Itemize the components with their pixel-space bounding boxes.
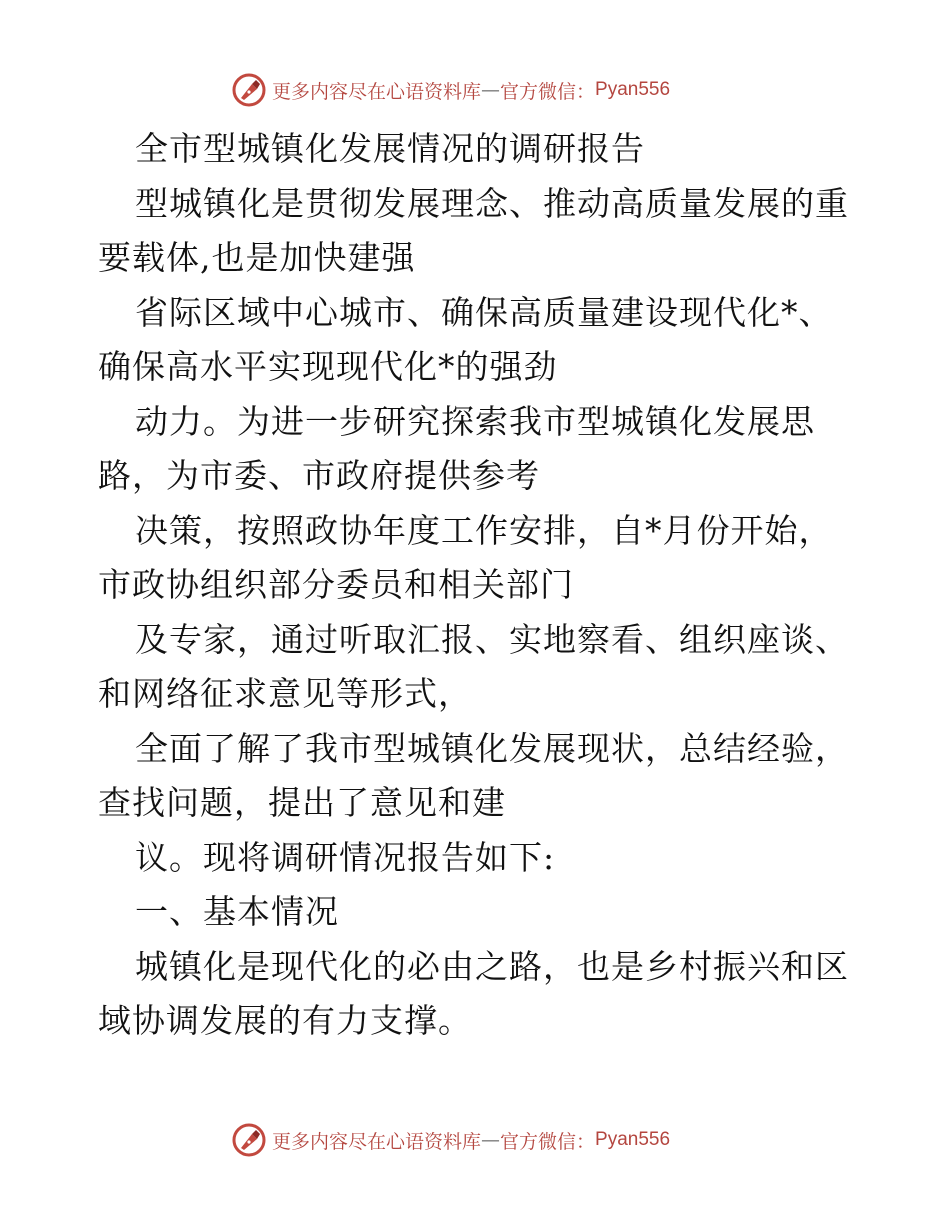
paragraph-line: 确保高水平实现现代化*的强劲 xyxy=(98,347,558,386)
paragraph-line: 路，为市委、市政府提供参考 xyxy=(98,456,540,495)
pen-nib-logo-icon xyxy=(232,1123,266,1157)
paragraph-line: 及专家，通过听取汇报、实地察看、组织座谈、 xyxy=(135,619,849,659)
watermark-contact-id: Pyan556 xyxy=(595,1129,671,1150)
paragraph-line: 域协调发展的有力支撑。 xyxy=(98,1001,472,1040)
paragraph-line: 市政协组织部分委员和相关部门 xyxy=(98,565,574,604)
paragraph-line: 和网络征求意见等形式， xyxy=(98,674,472,713)
paragraph-line: 要载体,也是加快建强 xyxy=(98,238,416,277)
paragraph-line: 省际区域中心城市、确保高质量建设现代化*、 xyxy=(135,292,833,332)
paragraph-line: 查找问题，提出了意见和建 xyxy=(98,783,506,822)
document-title: 全市型城镇化发展情况的调研报告 xyxy=(135,129,645,168)
watermark-contact-id: Pyan556 xyxy=(595,79,671,100)
watermark-footer xyxy=(232,1122,670,1158)
watermark-text: 更多内容尽在心语资料库 xyxy=(272,1130,482,1153)
paragraph-line: 城镇化是现代化的必由之路，也是乡村振兴和区 xyxy=(135,946,849,986)
watermark-separator: — xyxy=(481,79,501,101)
watermark-text: 更多内容尽在心语资料库 xyxy=(272,80,482,103)
paragraph-line: 决策，按照政协年度工作安排，自*月份开始， xyxy=(135,510,833,550)
watermark-separator: — xyxy=(481,1129,501,1151)
paragraph-line: 议。现将调研情况报告如下: xyxy=(135,837,556,877)
paragraph-line: 全面了解了我市型城镇化发展现状，总结经验， xyxy=(135,728,849,768)
paragraph-line: 型城镇化是贯彻发展理念、推动高质量发展的重 xyxy=(135,183,849,223)
watermark-header xyxy=(232,72,670,108)
document-body xyxy=(98,122,858,1049)
watermark-contact-label: 官方微信： xyxy=(500,80,596,103)
paragraph-line: 动力。为进一步研究探索我市型城镇化发展思 xyxy=(135,401,815,441)
watermark-contact-label: 官方微信： xyxy=(500,1130,596,1153)
section-heading: 一、基本情况 xyxy=(135,892,339,931)
pen-nib-logo-icon xyxy=(232,73,266,107)
